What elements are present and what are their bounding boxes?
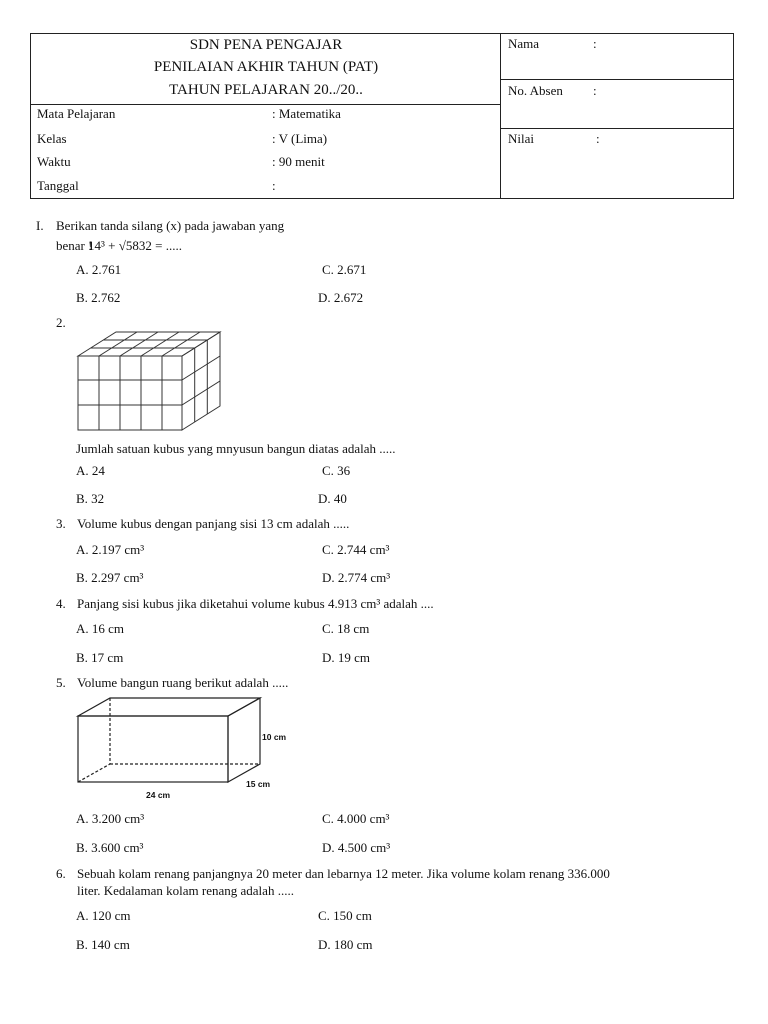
q4-option-d[interactable]: D. 19 cm (322, 650, 371, 665)
q6-number: 6. (56, 866, 66, 881)
absen-field-label: No. Absen (508, 83, 563, 98)
q1-option-d[interactable]: D. 2.672 (318, 290, 364, 305)
school-name: SDN PENA PENGAJAR (189, 37, 343, 53)
name-field-label: Nama (508, 36, 540, 51)
q4-text: Panjang sisi kubus jika diketahui volume kubus 4.913 cm³ adalah .... (77, 596, 434, 611)
q4-number: 4. (56, 596, 66, 611)
q4-option-b[interactable]: B. 17 cm (76, 650, 124, 665)
section-number: I. (36, 218, 44, 233)
q2-option-b[interactable]: B. 32 (76, 491, 105, 506)
q6-text: Sebuah kolam renang panjangnya 20 meter dan lebarnya 12 meter. Jika volume kolam renang 336.000 (77, 866, 610, 881)
length-dimension-label: 24 cm (146, 790, 171, 800)
q2-option-c[interactable]: C. 36 (322, 463, 351, 478)
exam-header-table (30, 33, 734, 199)
time-value: : 90 menit (272, 154, 325, 169)
q2-number: 2. (56, 315, 66, 330)
q5-option-b[interactable]: B. 3.600 cm³ (76, 840, 144, 855)
subject-label: Mata Pelajaran (37, 106, 116, 121)
q1-option-b[interactable]: B. 2.762 (76, 290, 121, 305)
section-instruction: Berikan tanda silang (x) pada jawaban yang (56, 218, 285, 233)
exam-title: PENILAIAN AKHIR TAHUN (PAT) (153, 59, 379, 75)
q5-text: Volume bangun ruang berikut adalah ..... (77, 675, 289, 690)
q3-number: 3. (56, 516, 66, 531)
q6-option-d[interactable]: D. 180 cm (318, 937, 373, 952)
nama-row-line (501, 79, 734, 80)
q3-option-d[interactable]: D. 2.774 cm³ (322, 570, 391, 585)
q5-number: 5. (56, 675, 66, 690)
name-field-colon: : (593, 36, 597, 51)
q3-option-a[interactable]: A. 2.197 cm³ (76, 542, 145, 557)
class-label: Kelas (37, 131, 67, 146)
q1-option-c[interactable]: C. 2.671 (322, 262, 367, 277)
q1-expression: 14³ + √5832 = ..... (88, 238, 182, 253)
cuboid-figure (70, 694, 310, 804)
q4-option-c[interactable]: C. 18 cm (322, 621, 370, 636)
q3-option-b[interactable]: B. 2.297 cm³ (76, 570, 144, 585)
q6-text-cont: liter. Kedalaman kolam renang adalah ..... (77, 883, 294, 898)
q6-option-b[interactable]: B. 140 cm (76, 937, 130, 952)
q2-text: Jumlah satuan kubus yang mnyusun bangun diatas adalah ..... (76, 441, 396, 456)
time-label: Waktu (37, 154, 71, 169)
class-value: : V (Lima) (272, 131, 328, 146)
academic-year: TAHUN PELAJARAN 20../20.. (169, 82, 363, 98)
absen-row-line (501, 128, 734, 129)
q3-text: Volume kubus dengan panjang sisi 13 cm adalah ..... (77, 516, 350, 531)
absen-field-colon: : (593, 83, 597, 98)
score-field-colon: : (596, 131, 600, 146)
cube-stack-figure (70, 326, 230, 432)
title-underline (31, 104, 501, 105)
subject-value: : Matematika (272, 106, 341, 121)
width-dimension-label: 15 cm (246, 779, 271, 789)
q3-option-c[interactable]: C. 2.744 cm³ (322, 542, 390, 557)
q5-option-a[interactable]: A. 3.200 cm³ (76, 811, 145, 826)
q2-option-a[interactable]: A. 24 (76, 463, 105, 478)
section-instruction-cont: benar ! (56, 238, 93, 253)
q5-option-c[interactable]: C. 4.000 cm³ (322, 811, 390, 826)
q5-option-d[interactable]: D. 4.500 cm³ (322, 840, 391, 855)
height-dimension-label: 10 cm (262, 732, 287, 742)
q6-option-c[interactable]: C. 150 cm (318, 908, 372, 923)
q6-option-a[interactable]: A. 120 cm (76, 908, 131, 923)
q2-option-d[interactable]: D. 40 (318, 491, 347, 506)
date-label: Tanggal (37, 178, 79, 193)
score-field-label: Nilai (508, 131, 534, 146)
q1-option-a[interactable]: A. 2.761 (76, 262, 122, 277)
q4-option-a[interactable]: A. 16 cm (76, 621, 125, 636)
date-value: : (272, 178, 276, 193)
